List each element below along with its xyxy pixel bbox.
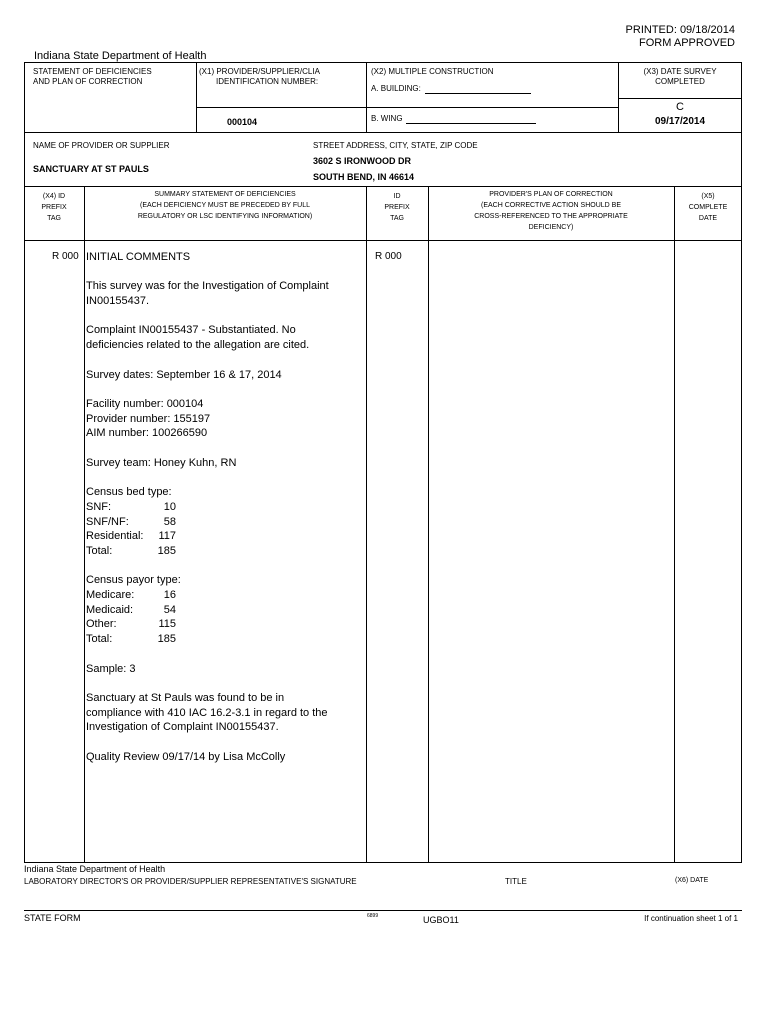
plan-header-1: PROVIDER'S PLAN OF CORRECTION [489, 191, 613, 198]
census-label: SNF/NF: [86, 515, 129, 528]
complaint-line-1: Complaint IN00155437 - Substantiated. No [86, 324, 296, 337]
plan-header-2: (EACH CORRECTIVE ACTION SHOULD BE [480, 202, 622, 209]
rule-after-top-row [24, 132, 742, 133]
census-label: Total: [86, 544, 113, 557]
census-label: Medicare: [86, 589, 135, 602]
rule-col-plan [674, 186, 675, 863]
x5-header-1: (X5) [701, 193, 715, 200]
x1-label-1: (X1) PROVIDER/SUPPLIER/CLIA [199, 67, 320, 76]
rule-top-v2 [366, 62, 367, 132]
census-label: Residential: [86, 530, 144, 543]
provider-name-value: SANCTUARY AT ST PAULS [33, 164, 149, 174]
rule-col-id [428, 186, 429, 863]
census-bed-heading: Census bed type: [86, 486, 172, 499]
x3-label-1: (X3) DATE SURVEY [643, 67, 717, 76]
id-header-3: TAG [390, 215, 404, 222]
signature-date-label: (X6) DATE [675, 877, 709, 884]
survey-purpose-line-1: This survey was for the Investigation of Complaint [86, 280, 329, 293]
census-payor-row [86, 617, 329, 632]
x4-header-2: PREFIX [41, 204, 67, 211]
wing-line [406, 123, 536, 124]
signature-label: LABORATORY DIRECTOR'S OR PROVIDER/SUPPLIER REPRESENTATIVE'S SIGNATURE [24, 877, 357, 886]
footer-rule [24, 910, 742, 911]
summary-header-3: REGULATORY OR LSC IDENTIFYING INFORMATION) [137, 213, 313, 220]
plan-header-3: CROSS-REFERENCED TO THE APPROPRIATE [474, 213, 628, 220]
census-bed-row [86, 544, 329, 559]
id-header-1: ID [393, 193, 401, 200]
rule-col-x4 [84, 186, 85, 863]
x5-header-3: DATE [698, 215, 718, 222]
rule-top-v1 [196, 62, 197, 132]
x4-header-1: (X4) ID [42, 193, 66, 200]
rule-col-summary [366, 186, 367, 863]
address-line-1: 3602 S IRONWOOD DR [313, 156, 412, 166]
continuation-sheet: If continuation sheet 1 of 1 [644, 914, 738, 923]
form-approved: FORM APPROVED [639, 37, 735, 49]
agency-name: Indiana State Department of Health [34, 50, 207, 62]
facility-ids [86, 397, 329, 441]
census-value: 115 [158, 618, 176, 631]
summary-statement [86, 250, 329, 779]
id-header-2: PREFIX [384, 204, 410, 211]
x3-date: 09/17/2014 [654, 116, 706, 127]
census-value: 58 [163, 515, 176, 528]
compliance-line-1: Sanctuary at St Pauls was found to be in [86, 691, 285, 704]
rule-x3-split [618, 98, 742, 99]
census-bed-block [86, 485, 329, 559]
x3-label-2: COMPLETED [655, 77, 705, 86]
census-payor-heading: Census payor type: [86, 574, 181, 587]
printed-date: PRINTED: 09/18/2014 [625, 24, 735, 36]
census-value: 185 [157, 633, 176, 646]
census-value: 10 [163, 500, 176, 513]
quality-review: Quality Review 09/17/14 by Lisa McColly [86, 750, 286, 763]
rule-x1-split [196, 107, 366, 108]
rule-after-col-headers [24, 240, 742, 241]
census-payor-row [86, 632, 329, 647]
provider-id-value: 000104 [227, 117, 258, 127]
provider-number: Provider number: 155197 [86, 412, 211, 425]
census-label: SNF: [86, 500, 112, 513]
complaint-result [86, 323, 329, 352]
compliance-line-2: compliance with 410 IAC 16.2-3.1 in regard to the [86, 706, 328, 719]
x3-code: C [676, 101, 684, 113]
rule-after-provider [24, 186, 742, 187]
compliance-line-3: Investigation of Complaint IN00155437. [86, 721, 279, 734]
census-label: Total: [86, 633, 113, 646]
left-prefix-tag: R 000 [52, 251, 79, 262]
census-value: 117 [158, 530, 176, 543]
x5-header-2: COMPLETE [688, 204, 728, 211]
title-label: TITLE [505, 877, 527, 886]
census-value: 16 [163, 589, 176, 602]
address-label: STREET ADDRESS, CITY, STATE, ZIP CODE [313, 141, 478, 150]
survey-purpose-line-2: IN00155437. [86, 295, 149, 308]
address-line-2: SOUTH BEND, IN 46614 [313, 172, 415, 182]
wing-label: B. WING [371, 114, 403, 123]
census-payor-row [86, 588, 329, 603]
survey-team: Survey team: Honey Kuhn, RN [86, 456, 237, 469]
rule-x2-split [366, 107, 618, 108]
census-payor-block [86, 573, 329, 647]
form-number: 6899 [367, 913, 379, 919]
compliance-statement [86, 691, 329, 735]
census-value: 185 [157, 544, 176, 557]
x2-label: (X2) MULTIPLE CONSTRUCTION [371, 67, 494, 76]
sample-size: Sample: 3 [86, 662, 136, 675]
census-label: Medicaid: [86, 603, 134, 616]
aim-number: AIM number: 100266590 [86, 427, 208, 440]
x1-label-2: IDENTIFICATION NUMBER: [216, 77, 319, 86]
census-bed-row [86, 515, 329, 530]
statement-label-1: STATEMENT OF DEFICIENCIES [33, 67, 152, 76]
census-bed-row [86, 500, 329, 515]
initial-comments-heading: INITIAL COMMENTS [86, 251, 191, 263]
complaint-line-2: deficiencies related to the allegation are cited. [86, 339, 310, 352]
summary-header-1: SUMMARY STATEMENT OF DEFICIENCIES [154, 191, 296, 198]
building-line [425, 93, 531, 94]
statement-label-2: AND PLAN OF CORRECTION [33, 77, 143, 86]
census-label: Other: [86, 618, 117, 631]
census-value: 54 [163, 603, 176, 616]
survey-dates: Survey dates: September 16 & 17, 2014 [86, 368, 282, 381]
census-payor-row [86, 603, 329, 618]
footer-agency: Indiana State Department of Health [24, 864, 166, 874]
summary-header-2: (EACH DEFICIENCY MUST BE PRECEDED BY FULL [140, 202, 310, 209]
x4-header-3: TAG [47, 215, 61, 222]
building-label: A. BUILDING: [371, 84, 421, 93]
event-id: UGBO11 [423, 915, 459, 925]
facility-number: Facility number: 000104 [86, 397, 204, 410]
right-prefix-tag: R 000 [375, 251, 402, 262]
plan-header-4: DEFICIENCY) [528, 224, 574, 231]
census-bed-row [86, 529, 329, 544]
provider-name-label: NAME OF PROVIDER OR SUPPLIER [33, 141, 170, 150]
survey-purpose [86, 279, 329, 308]
state-form-label: STATE FORM [24, 913, 81, 923]
